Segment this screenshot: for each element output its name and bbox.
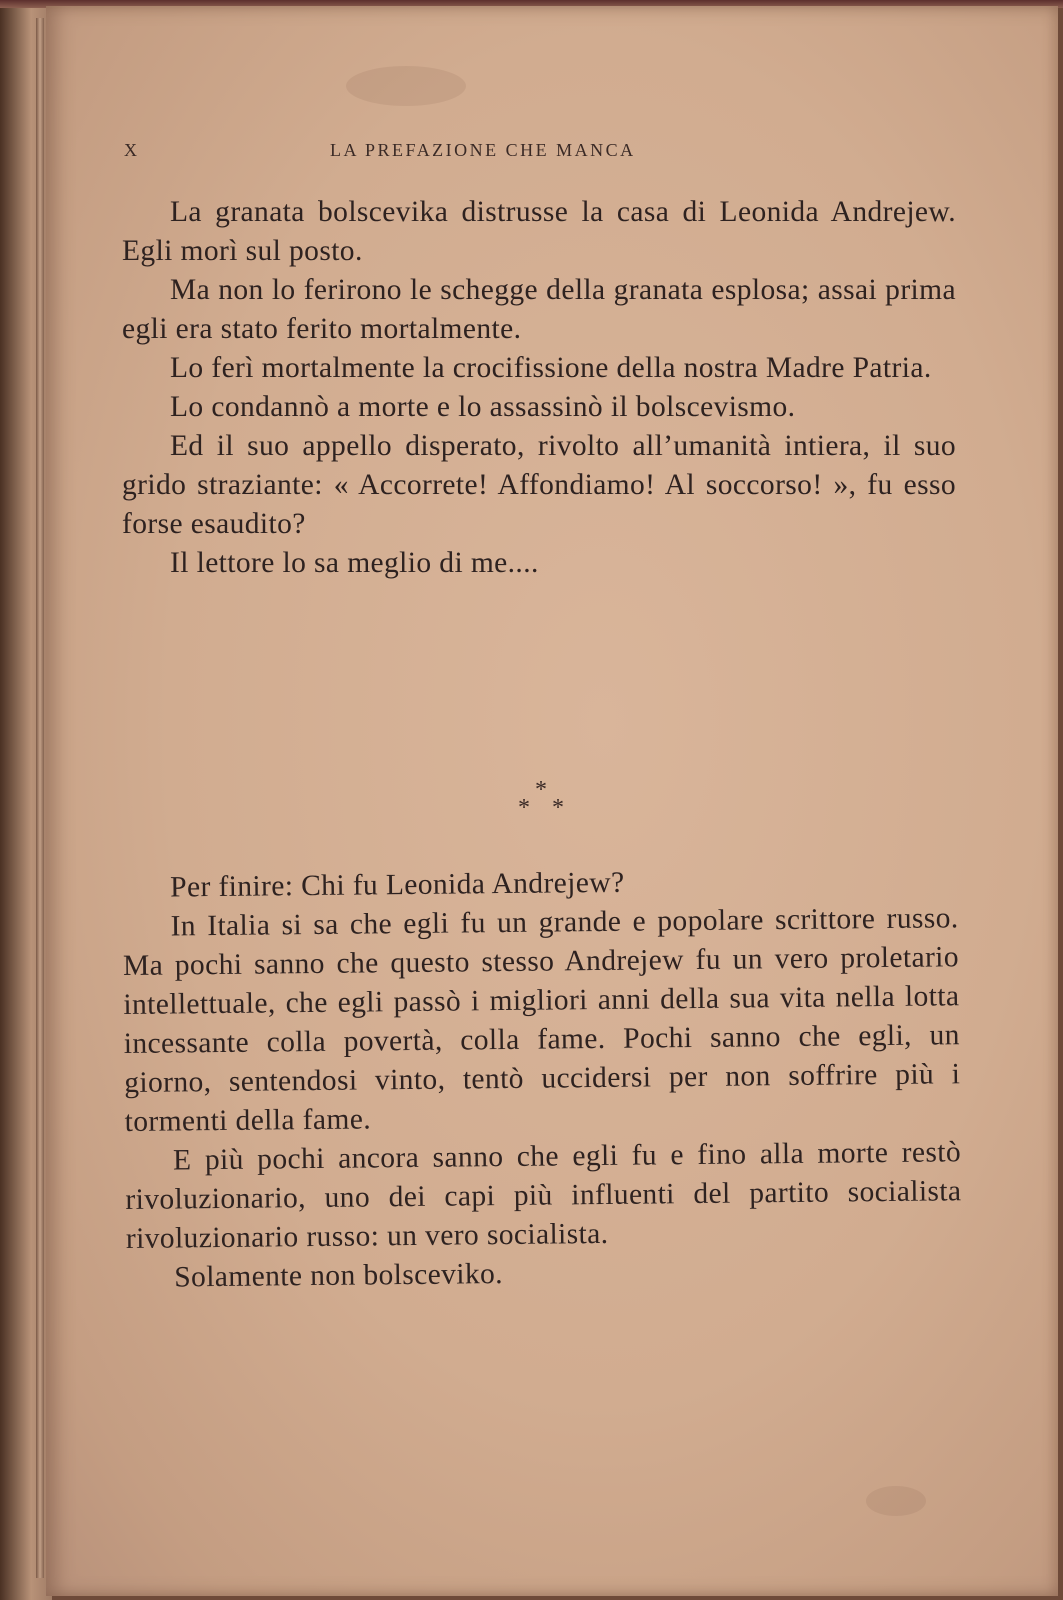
text-section-2 [122,860,962,1298]
asterisk: * [518,795,530,821]
paragraph: Ma non lo ferirono le schegge della granata esplosa; assai prima egli era stato ferito mortalmente. [122,274,956,345]
paragraph: La granata bolscevika distrusse la casa di Leonida Andrejew. Egli morì sul posto. [122,196,956,267]
paragraph: Solamente non bolsceviko. [174,1258,504,1294]
paper-stain [866,1486,926,1516]
asterisk: * [535,777,547,803]
paragraph: E più pochi ancora sanno che egli fu e fino alla morte restò rivoluzionario, uno dei capi più influenti del partito socialista rivoluzionario russo: un vero socialista. [125,1136,962,1255]
text-section-1 [122,193,956,583]
paragraph: In Italia si sa che egli fu un grande e popolare scrittore russo. Ma pochi sanno che questo stesso Andrejew fu un vero proletario intellettuale, che egli passò i migliori anni della sua vita nella lotta incessante colla povertà, colla fame. Pochi sanno che egli, un giorno, sentendosi vinto, tentò uccidersi per non soffrire più i tormenti della fame. [122,902,961,1138]
paragraph: Ed il suo appello disperato, rivolto all’umanità intiera, il suo grido straziante: « Accorrete! Affondiamo! Al soccorso! », fu esso forse esaudito? [122,430,956,540]
book-binding [0,0,52,1600]
paragraph: Il lettore lo sa meglio di me.... [170,547,539,579]
running-title: LA PREFAZIONE CHE MANCA [330,140,636,160]
paragraph: Per finire: Chi fu Leonida Andrejew? [170,866,625,904]
paper-stain [346,66,466,106]
paragraph: Lo condannò a morte e lo assassinò il bolscevismo. [170,391,796,423]
book-spine-edge [36,18,44,1578]
paragraph: Lo ferì mortalmente la crocifissione della nostra Madre Patria. [170,352,932,384]
asterisk: * [552,795,564,821]
page-number: X [124,140,140,160]
page-header [124,140,724,168]
section-break-asterism [512,777,572,821]
